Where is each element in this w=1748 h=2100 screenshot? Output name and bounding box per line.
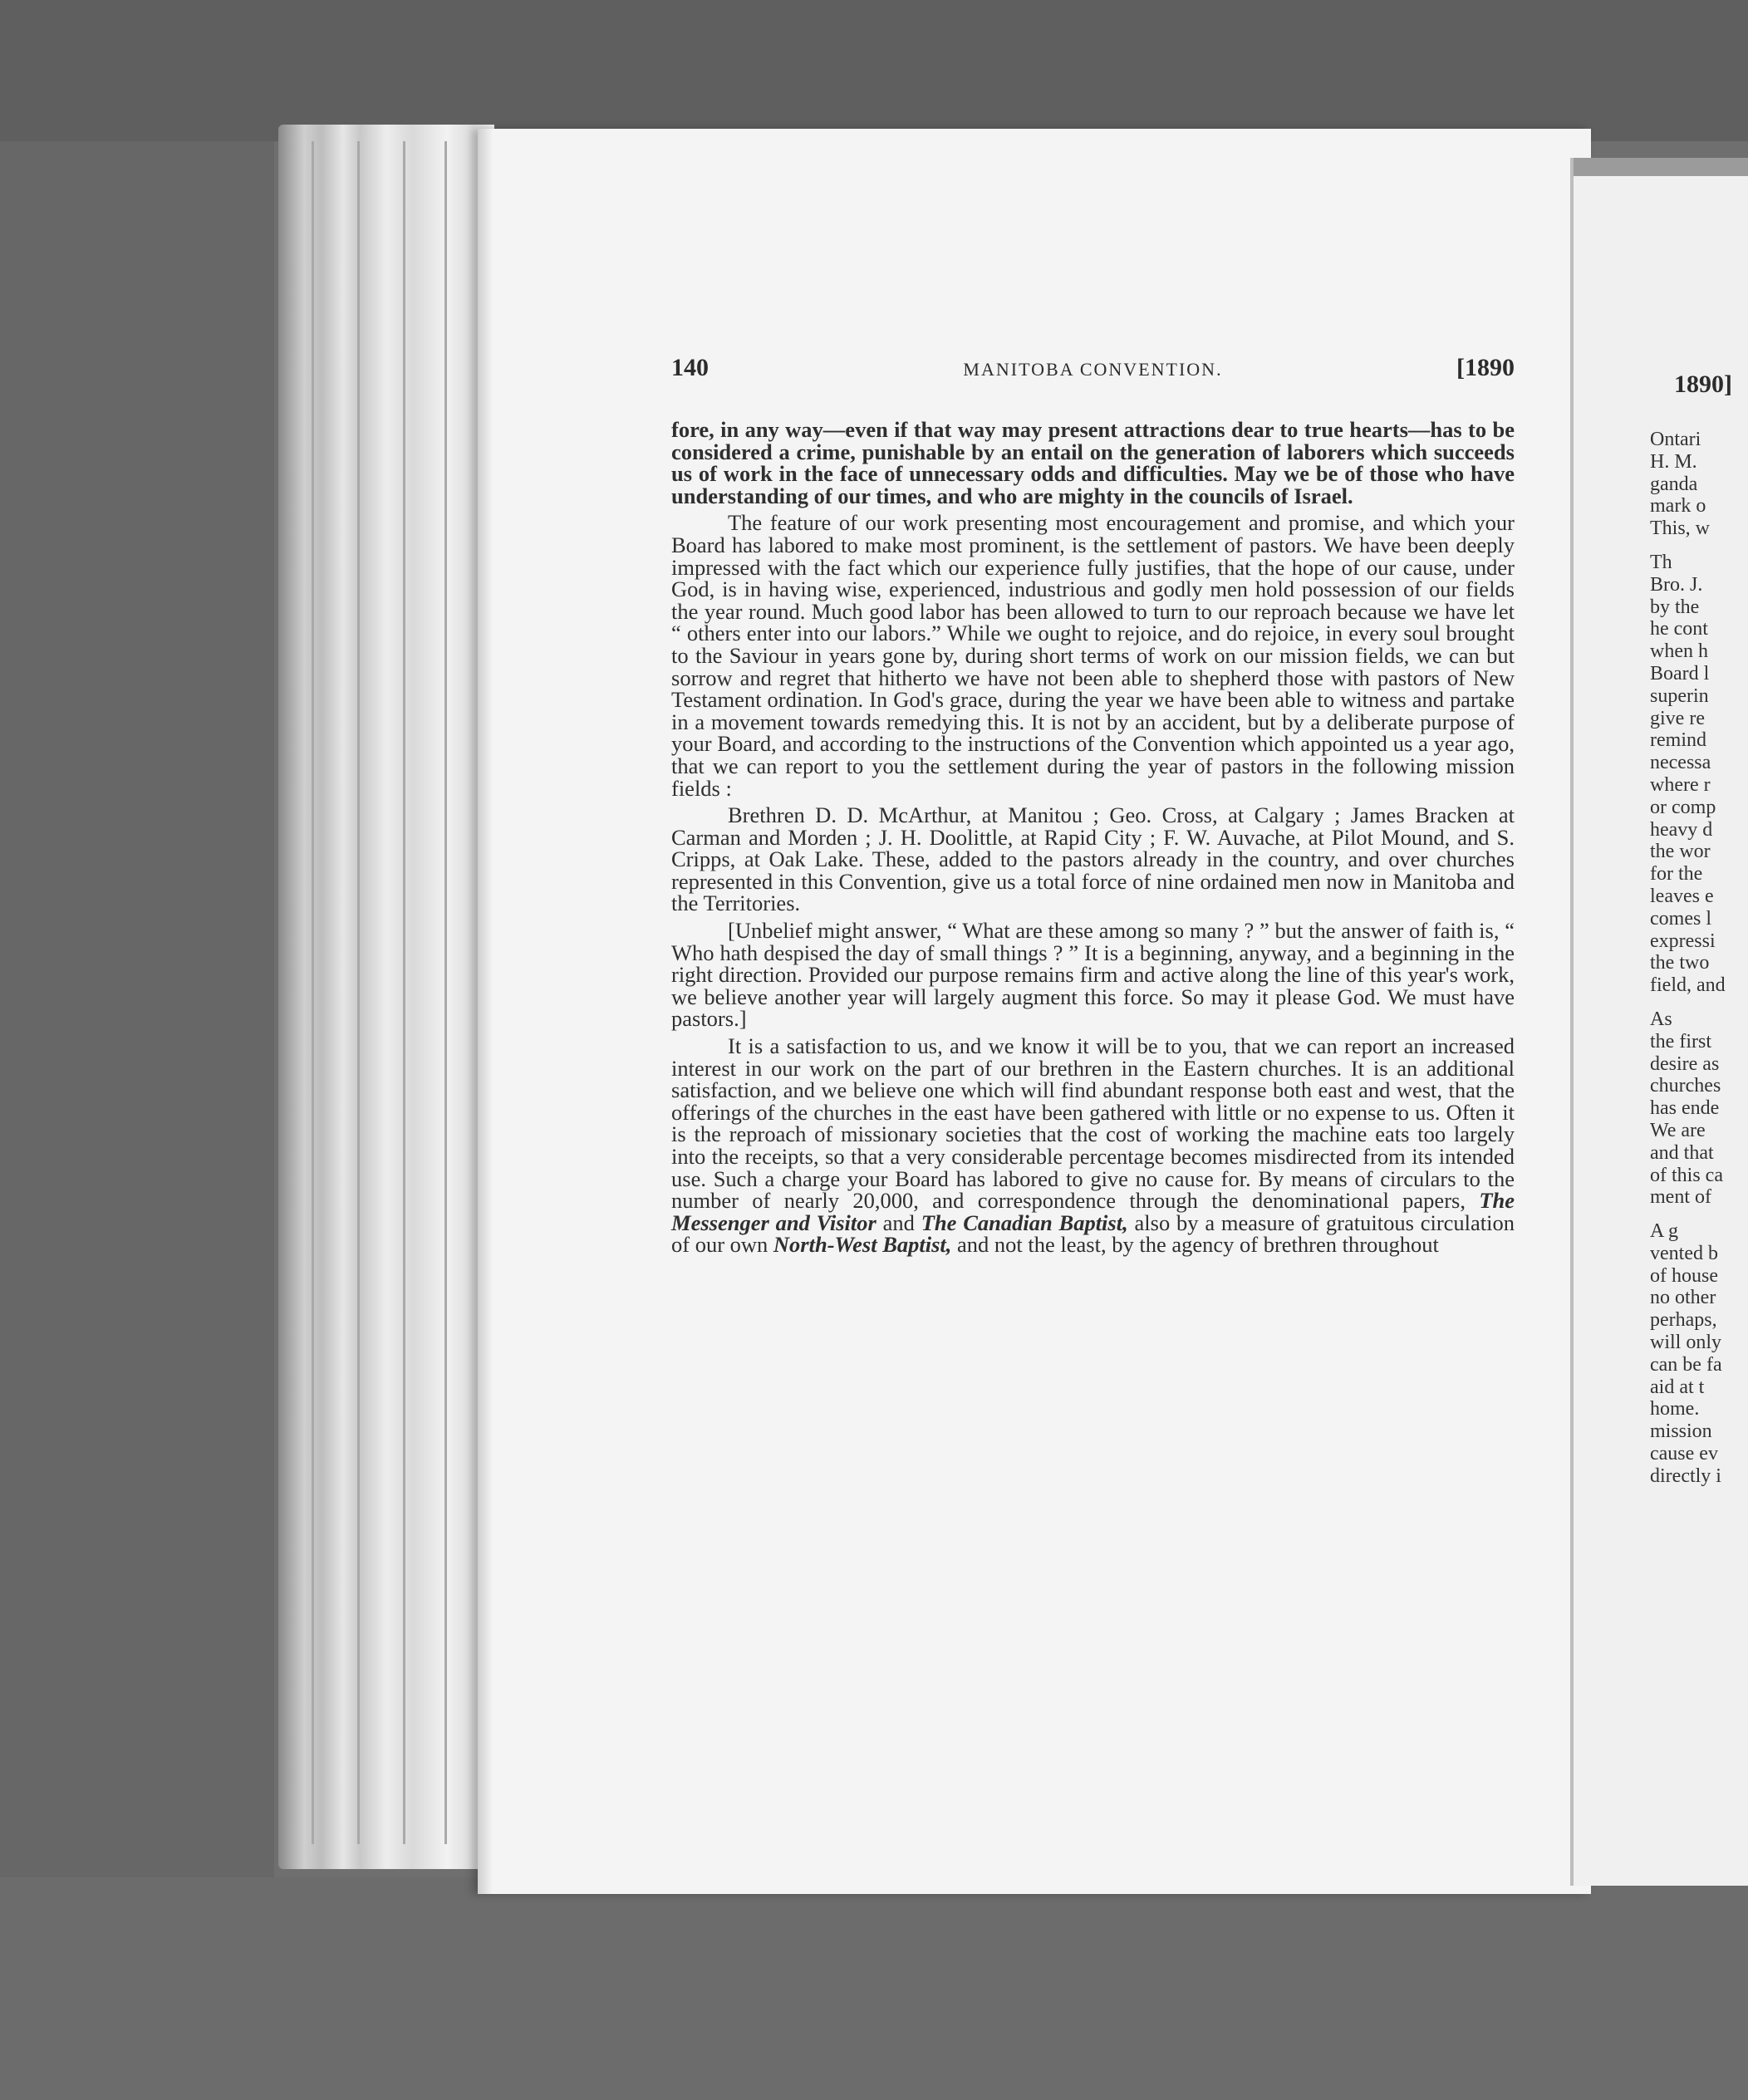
page-header (671, 354, 1515, 387)
right-page-line: Board l (1650, 662, 1710, 684)
paragraph-text: It is a satisfaction to us, and we know it will be to you, that we can report an increased interest in our work on the part of our brethren in the Eastern churches. It is an additional satisfaction, and we believe one which will find abundant response both east and west, that the offerings of the churches in the east have been gathered with little or no expense to us. Often it is the reproach of missionary societies that the cost of working the machine eats too largely into the receipts, so that a very considerable percentage becomes misdirected from its intended use. Such a charge your Board has labored to give no cause for. By means of circulars to the number of nearly 20,000, and correspondence through the denominational papers, (671, 1033, 1515, 1214)
background-bottom (0, 1877, 1748, 2100)
right-page-line: We are (1650, 1119, 1706, 1141)
right-page-line: or comp (1650, 796, 1716, 818)
book-page-edges (278, 125, 494, 1869)
right-page-line: comes l (1650, 907, 1711, 930)
right-page-line: mission (1650, 1420, 1712, 1443)
paragraph: The feature of our work presenting most encouragement and promise, and which your Board has labored to make most prominent, is the settlement of pastors. We have been deeply impressed with the fact which our experience fully justifies, that the hope of our cause, under God, is in having wise, experienced, industrious and godly men hold possession of our fields the year round. Much good labor has been allowed to turn to our reproach because we have let “ others enter into our labors.” While we ought to rejoice, and do rejoice, in every soul brought to the Saviour in years gone by, during short terms of work on our mission fields, we can but sorrow and regret that hitherto we have not been able to shepherd those with pastors of New Testament ordination. In God's grace, during the year we have been able to witness and partake in a movement towards remedying this. It is not by an accident, but by a deliberate purpose of your Board, and according to the instructions of the Convention which appointed us a year ago, that we can report to you the settlement during the year of pastors in the following mission fields : (671, 510, 1515, 801)
paragraph: Brethren D. D. McArthur, at Manitou ; Geo. Cross, at Calgary ; James Bracken at Carman and Morden ; J. H. Doolittle, at Rapid City ; F. W. Auvache, at Pilot Mound, and S. Cripps, at Oak Lake. These, added to the pastors already in the country, and over churches represented in this Convention, give us a total force of nine ordained men now in Manitoba and the Territories. (671, 802, 1515, 916)
right-page-line: and that (1650, 1141, 1714, 1164)
right-page-line: desire as (1650, 1052, 1720, 1075)
right-page-line: vented b (1650, 1242, 1718, 1264)
right-page-line: by the (1650, 596, 1700, 618)
paragraph-gap (1650, 540, 1748, 552)
paragraph-text: and (876, 1209, 921, 1235)
right-page-line: leaves e (1650, 885, 1714, 907)
right-page-line: give re (1650, 707, 1705, 729)
right-page-line: home. (1650, 1398, 1700, 1420)
right-page-line: necessa (1650, 752, 1711, 774)
right-page-line: Bro. J. (1650, 573, 1703, 596)
background-top (0, 0, 1748, 141)
page-edge-line (312, 141, 314, 1844)
paragraph-gap (1650, 997, 1748, 1008)
right-page-line: can be fa (1650, 1353, 1722, 1376)
paragraph: [Unbelief might answer, “ What are these among so many ? ” but the answer of faith is, “ Who hath despised the day of small things ? ” It is a beginning, anyway, and a beginning in the right direction. Provided our purpose remains firm and active along the line of this year's work, we believe another year will largely augment this force. So may it please God. We must have pastors.] (671, 918, 1515, 1032)
publication-title: North-West Baptist, (773, 1232, 952, 1258)
right-page-line: perhaps, (1650, 1309, 1717, 1332)
right-page-year: 1890] (1674, 370, 1732, 398)
page-edge-line (357, 141, 360, 1844)
paragraph-gap (1650, 1209, 1748, 1220)
right-page-line: no other (1650, 1287, 1716, 1309)
right-page-line: for the (1650, 863, 1703, 886)
right-page-line: Th (1650, 551, 1672, 573)
right-page-line: aid at t (1650, 1376, 1705, 1398)
right-page-top-strip (1574, 158, 1748, 176)
paragraph-text: and not the least, by the agency of brethren throughout (951, 1232, 1439, 1258)
right-page-line: cause ev (1650, 1443, 1718, 1465)
right-page-line: will only (1650, 1332, 1722, 1354)
right-page-line: has ende (1650, 1097, 1720, 1120)
right-page-line: of this ca (1650, 1164, 1723, 1186)
right-page-line: directly i (1650, 1465, 1721, 1487)
right-page-line: where r (1650, 773, 1711, 796)
right-page-line: Ontari (1650, 429, 1701, 450)
right-page-text (1650, 429, 1748, 1488)
year-mark: [1890 (1456, 354, 1515, 381)
page-number: 140 (671, 354, 709, 381)
right-page-line: expressi (1650, 930, 1716, 952)
page-edge-line (444, 141, 447, 1844)
publication-title: The Messenger and Visitor (671, 1188, 1515, 1235)
body-text (671, 419, 1515, 1261)
right-page-line: A g (1650, 1220, 1679, 1243)
right-page-line: the two (1650, 952, 1710, 974)
right-page-line: of house (1650, 1264, 1718, 1287)
right-page-line: As (1650, 1008, 1672, 1030)
right-page-line: mark o (1650, 495, 1706, 518)
right-page-line: when h (1650, 640, 1708, 663)
right-page-line: heavy d (1650, 818, 1713, 841)
right-page-line: the first (1650, 1030, 1711, 1052)
paragraph: fore, in any way—even if that way may present attractions dear to true hearts—has to be considered a crime, punishable by an entail on the generation of laborers which succeeds us of work in the face of unnecessary odds and difficulties. May we be of those who have understanding of our times, and who are mighty in the councils of Israel. (671, 417, 1515, 508)
right-page-line: ganda (1650, 473, 1698, 495)
right-page-line: H. M. (1650, 450, 1697, 473)
right-page-line: superin (1650, 684, 1709, 707)
right-page-line: ment of (1650, 1186, 1711, 1209)
paragraph (671, 1035, 1515, 1256)
paragraph-text: also by a measure of gratuitous circulation of our own (671, 1209, 1515, 1258)
background-left (0, 141, 274, 2100)
publication-title: The Canadian Baptist, (921, 1209, 1128, 1235)
right-page-line: the wor (1650, 841, 1711, 863)
running-title: MANITOBA CONVENTION. (963, 359, 1223, 380)
page-edge-line (403, 141, 405, 1844)
right-page-line: remind (1650, 729, 1706, 752)
right-page-line: field, and (1650, 974, 1726, 997)
right-page-line: This, w (1650, 518, 1710, 540)
right-page-line: churches (1650, 1075, 1721, 1097)
right-page-line: he cont (1650, 618, 1708, 640)
